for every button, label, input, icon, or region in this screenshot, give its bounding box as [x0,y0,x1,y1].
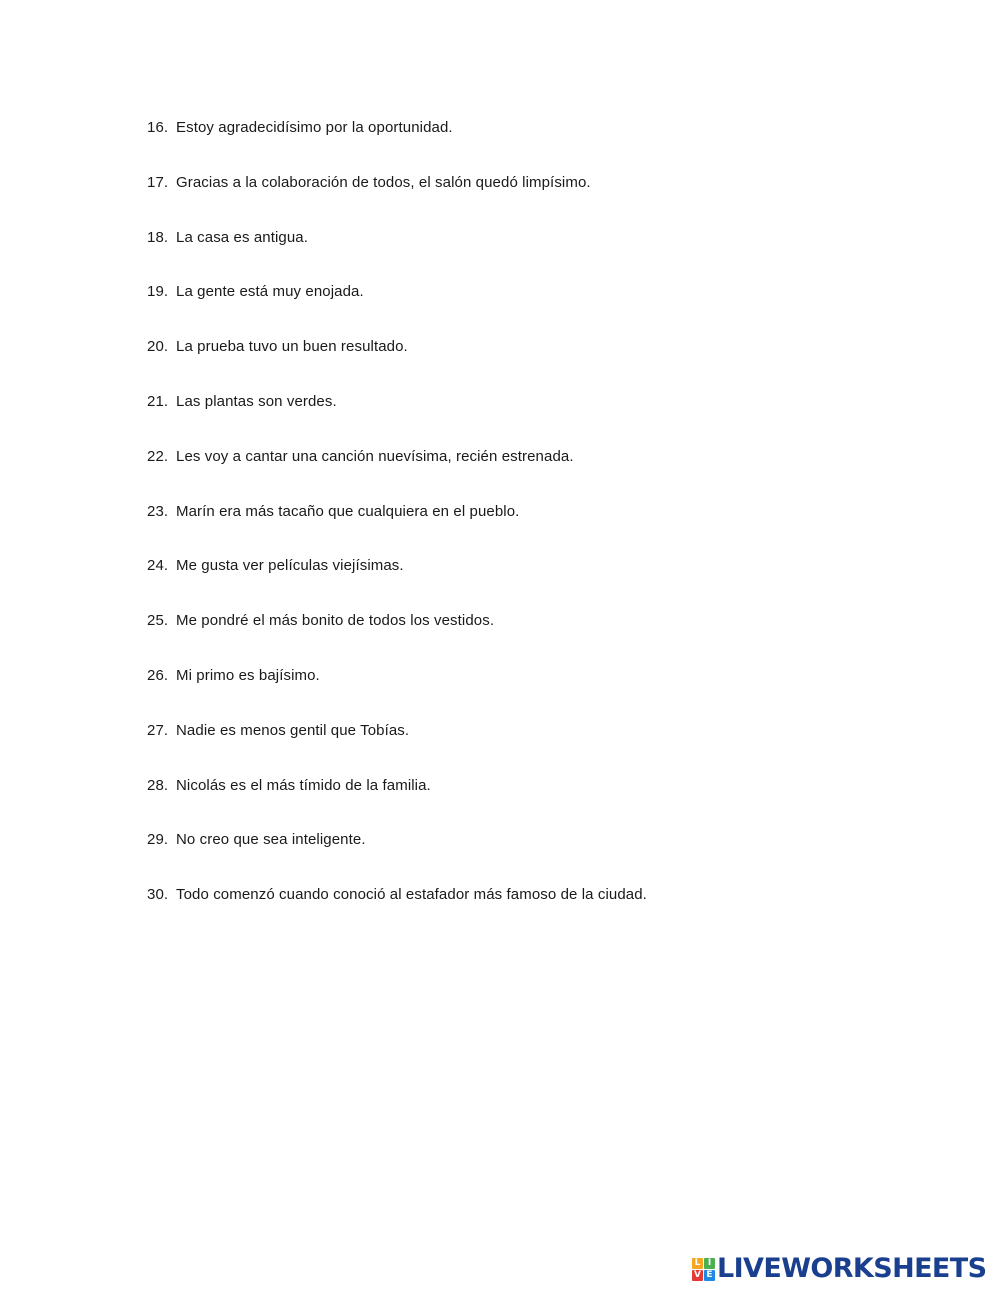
item-number: 21. [147,392,169,410]
item-text: La gente está muy enojada. [176,283,364,301]
item-text: Les voy a cantar una canción nuevísima, recién estrenada. [176,447,574,465]
liveworksheets-logo [692,1255,986,1283]
item-number: 18. [147,228,169,246]
item-text: Marín era más tacaño que cualquiera en el pueblo. [176,502,520,520]
item-number: 30. [147,886,169,904]
list-item [147,447,647,502]
item-number: 26. [147,666,169,684]
list-item [147,666,647,721]
item-text: Nadie es menos gentil que Tobías. [176,721,410,739]
item-text: Nicolás es el más tímido de la familia. [176,776,431,794]
logo-wordmark: LIVEWORKSHEETS [717,1253,987,1284]
logo-mark-cell: I [704,1258,715,1269]
list-item [147,337,647,392]
list-item [147,776,647,831]
list-item [147,556,647,611]
item-text: Estoy agradecidísimo por la oportunidad. [176,119,453,136]
list-item [147,173,647,228]
item-number: 17. [147,173,169,191]
item-number: 29. [147,831,169,849]
item-text: La casa es antigua. [176,228,308,246]
logo-mark-cell: E [704,1270,715,1281]
item-number: 20. [147,338,169,356]
item-text: La prueba tuvo un buen resultado. [176,338,408,356]
sentence-list [147,118,647,940]
item-text: Mi primo es bajísimo. [176,666,320,684]
item-text: Todo comenzó cuando conoció al estafador más famoso de la ciudad. [176,886,647,904]
list-item [147,282,647,337]
item-text: Gracias a la colaboración de todos, el salón quedó limpísimo. [176,173,591,191]
item-number: 16. [147,119,169,136]
logo-mark-cell: L [692,1258,703,1269]
item-number: 23. [147,502,169,520]
item-number: 25. [147,612,169,630]
list-item [147,228,647,283]
item-number: 28. [147,776,169,794]
list-item [147,392,647,447]
list-item [147,721,647,776]
item-text: Me pondré el más bonito de todos los vestidos. [176,612,495,630]
item-number: 27. [147,721,169,739]
item-number: 24. [147,557,169,575]
logo-mark-icon [692,1258,715,1281]
item-text: Me gusta ver películas viejísimas. [176,557,404,575]
list-item [147,611,647,666]
logo-mark-cell: V [692,1270,703,1281]
list-item [147,830,647,885]
item-text: No creo que sea inteligente. [176,831,366,849]
item-text: Las plantas son verdes. [176,392,337,410]
item-number: 19. [147,283,169,301]
item-number: 22. [147,447,169,465]
list-item [147,502,647,557]
list-item [147,885,647,940]
list-item [147,118,647,173]
